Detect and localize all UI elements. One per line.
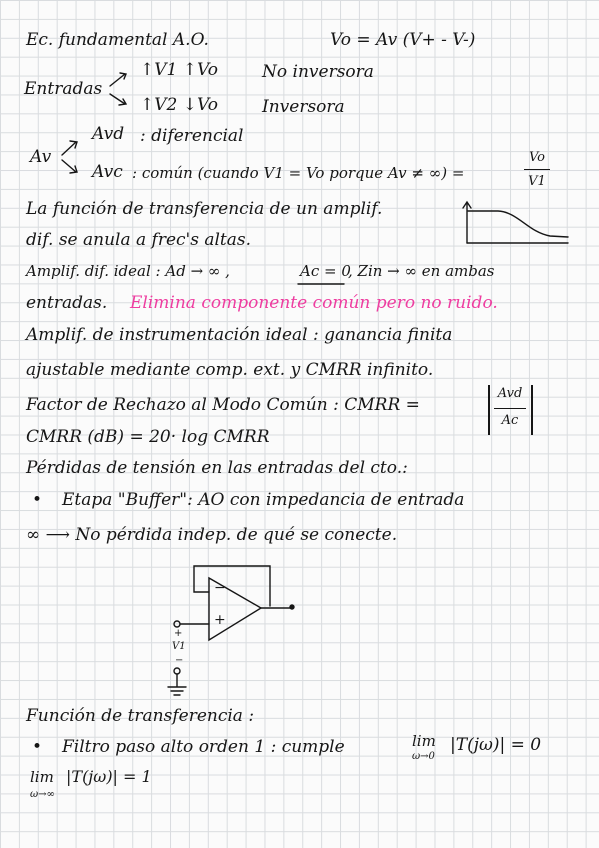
tf-plot-curve xyxy=(468,211,568,237)
cmrr-factor-text: Factor de Rechazo al Modo Común : CMRR = xyxy=(26,395,420,415)
avc-description: : común (cuando V1 = Vo porque Av ≠ ∞) = xyxy=(132,164,465,182)
noninverting-arrows: ↑V1 ↑Vo xyxy=(140,60,218,80)
av-arrow-down xyxy=(62,160,77,173)
noninverting-label: No inversora xyxy=(262,62,374,82)
cmrr-fraction-numerator: Avd xyxy=(497,386,523,401)
etapa-buffer-text: Etapa "Buffer": AO con impedancia de entrada xyxy=(62,490,465,510)
gain-equation: Vo = Av (V+ - V-) xyxy=(330,30,476,50)
v1-minus-label: − xyxy=(175,655,184,666)
funcion-transferencia-heading: Función de transferencia : xyxy=(26,706,255,726)
pink-note: Elimina componente común pero no ruido. xyxy=(130,293,498,313)
tf-line-1: La función de transferencia de un amplif. xyxy=(26,199,383,219)
cmrr-fraction-denominator: Ac xyxy=(501,413,519,428)
lim2-expression: |T(jω)| = 1 xyxy=(66,767,152,786)
avd-description: : diferencial xyxy=(140,126,244,146)
opamp-triangle xyxy=(209,578,261,640)
ideal-line-part-a: Amplif. dif. ideal : Ad → ∞ , xyxy=(26,262,230,280)
no-perdida-text: ∞ ⟶ No pérdida indep. de qué se conecte. xyxy=(26,525,398,545)
opamp-minus-label: − xyxy=(214,580,226,596)
tf-plot-y-axis xyxy=(463,202,471,243)
title-fundamental-equation: Ec. fundamental A.O. xyxy=(26,30,209,50)
feedback-wire xyxy=(194,566,270,606)
avc-fraction-denominator: V1 xyxy=(528,174,546,189)
instr-line-1: Amplif. de instrumentación ideal : ganancia finita xyxy=(26,325,453,345)
v1-plus-label: + xyxy=(174,628,183,639)
bullet-filtro: • xyxy=(32,737,43,757)
instr-line-2: ajustable mediante comp. ext. y CMRR infinito. xyxy=(26,360,434,380)
ground-symbol xyxy=(168,674,186,695)
ground-terminal xyxy=(174,668,180,674)
lim2-subscript: ω→∞ xyxy=(30,789,55,800)
bullet-buffer: • xyxy=(32,490,43,510)
avc-term: Avc xyxy=(92,162,123,182)
output-node xyxy=(290,605,294,609)
entradas-text: entradas. xyxy=(26,293,108,313)
v1-label: V1 xyxy=(172,641,186,652)
bracket-arrow-down xyxy=(110,94,126,105)
perdidas-heading: Pérdidas de tensión en las entradas del cto.: xyxy=(26,458,408,478)
filtro-text: Filtro paso alto orden 1 : cumple xyxy=(62,737,345,757)
input-terminal xyxy=(174,621,180,627)
entradas-label: Entradas xyxy=(24,79,103,99)
tf-line-2: dif. se anula a frec's altas. xyxy=(26,230,252,250)
lim1-expression: |T(jω)| = 0 xyxy=(450,735,542,755)
av-arrow-up xyxy=(62,141,77,155)
opamp-plus-label: + xyxy=(214,612,226,628)
lim1-subscript: ω→0 xyxy=(412,751,435,762)
cmrr-db-formula: CMRR (dB) = 20· log CMRR xyxy=(26,427,270,447)
lim2-word: lim xyxy=(30,768,54,786)
avd-term: Avd xyxy=(92,124,125,144)
avc-fraction-numerator: Vo xyxy=(528,150,546,165)
ideal-line-part-b: , Zin → ∞ en ambas xyxy=(348,262,495,280)
lim1-word: lim xyxy=(412,732,436,750)
inverting-label: Inversora xyxy=(262,97,345,117)
av-label: Av xyxy=(30,147,52,167)
bracket-arrow-up xyxy=(110,73,126,86)
inverting-arrows: ↑V2 ↓Vo xyxy=(140,95,218,115)
ac-zero-underlined: Ac = 0 xyxy=(300,262,351,280)
